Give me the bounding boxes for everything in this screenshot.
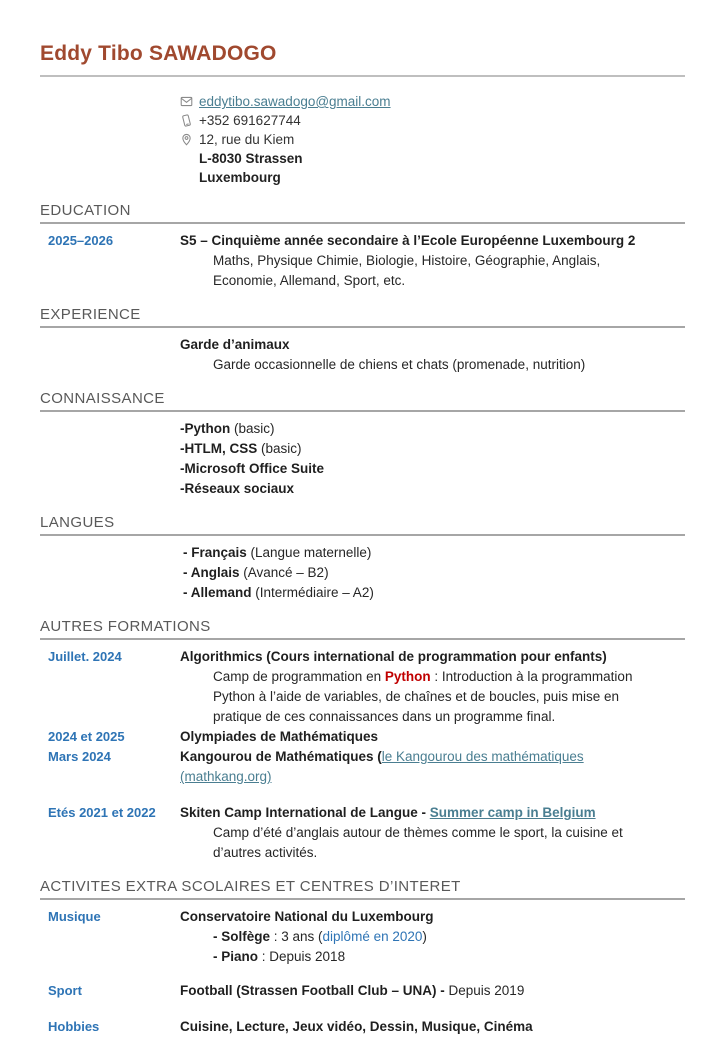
- experience-date: [40, 335, 180, 375]
- experience-job-title: Garde d’animaux: [180, 337, 290, 352]
- contact-address-line1: [180, 130, 685, 149]
- formation-date: Mars 2024: [48, 749, 111, 764]
- language-item: - Français (Langue maternelle): [183, 545, 372, 560]
- section-title-experience: EXPERIENCE: [40, 306, 685, 328]
- langues-list: [40, 543, 685, 603]
- formation-entry-skiten: [40, 803, 685, 863]
- address-street: 12, rue du Kiem: [199, 132, 295, 147]
- diploma-highlight: diplômé en 2020: [322, 929, 423, 944]
- skill-item: -HTLM, CSS (basic): [180, 441, 302, 456]
- section-title-education: EDUCATION: [40, 202, 685, 224]
- formation-heading: Olympiades de Mathématiques: [180, 729, 379, 744]
- skill-item: -Réseaux sociaux: [180, 481, 295, 496]
- experience-body: [180, 335, 685, 375]
- address-country: Luxembourg: [199, 170, 281, 185]
- skill-item: -Microsoft Office Suite: [180, 461, 325, 476]
- education-body: [180, 231, 685, 291]
- phone-number: +352 691627744: [199, 113, 301, 128]
- formation-heading: Algorithmics (Cours international de programmation pour enfants): [180, 649, 607, 664]
- education-subjects: Maths, Physique Chimie, Biologie, Histoire, Géographie, Anglais, Economie, Allemand, Sport, etc.: [213, 253, 601, 288]
- formation-heading: Kangourou de Mathématiques (le Kangourou des mathématiques (mathkang.org): [180, 749, 584, 784]
- activity-detail-piano: - Piano : Depuis 2018: [213, 949, 346, 964]
- language-item: - Anglais (Avancé – B2): [183, 565, 329, 580]
- section-title-formations: AUTRES FORMATIONS: [40, 618, 685, 640]
- formation-entry-algorithmics: [40, 647, 685, 727]
- activity-heading: Football (Strassen Football Club – UNA) - Depuis 2019: [180, 983, 525, 998]
- activity-entry-sport: [40, 981, 685, 1001]
- section-title-activites: ACTIVITES EXTRA SCOLAIRES ET CENTRES D’INTERET: [40, 878, 685, 900]
- formation-entry-olympiades: [40, 727, 685, 747]
- mobile-phone-icon: [180, 114, 193, 127]
- contact-phone-line: [180, 111, 685, 130]
- contact-block: [180, 92, 685, 187]
- activity-label: Sport: [48, 983, 82, 998]
- formation-entry-kangourou: [40, 747, 685, 787]
- kangourou-link[interactable]: le Kangourou des mathématiques (mathkang.org): [180, 749, 584, 784]
- summer-camp-link[interactable]: Summer camp in Belgium: [429, 805, 596, 820]
- page-title: Eddy Tibo SAWADOGO: [40, 42, 685, 77]
- education-date: 2025–2026: [48, 233, 114, 248]
- activity-heading: Conservatoire National du Luxembourg: [180, 909, 434, 924]
- section-education: [40, 202, 685, 291]
- activity-label: Hobbies: [48, 1019, 100, 1034]
- activity-detail-solfege: - Solfège : 3 ans (diplômé en 2020): [213, 929, 427, 944]
- formation-date: Etés 2021 et 2022: [48, 805, 156, 820]
- section-langues: [40, 514, 685, 603]
- activity-entry-hobbies: [40, 1017, 685, 1037]
- activity-entry-musique: [40, 907, 685, 967]
- address-city: L-8030 Strassen: [199, 151, 303, 166]
- experience-detail: Garde occasionnelle de chiens et chats (promenade, nutrition): [213, 357, 586, 372]
- section-experience: [40, 306, 685, 375]
- envelope-icon: [180, 95, 193, 108]
- formation-description: Camp de programmation en Python : Introduction à la programmation Python à l’aide de variables, de chaînes et de boucles, puis mise en pratique de ces connaissances dans un programme final.: [213, 669, 633, 724]
- formation-date: Juillet. 2024: [48, 649, 122, 664]
- language-item: - Allemand (Intermédiaire – A2): [183, 585, 374, 600]
- education-degree: S5 – Cinquième année secondaire à l’Ecole Européenne Luxembourg 2: [180, 233, 636, 248]
- connaissance-list: [40, 419, 685, 499]
- section-activites: [40, 878, 685, 1037]
- formation-description: Camp d’été d’anglais autour de thèmes comme le sport, la cuisine et d’autres activités.: [213, 825, 623, 860]
- python-highlight: Python: [384, 669, 431, 684]
- section-formations: [40, 618, 685, 863]
- activity-heading: Cuisine, Lecture, Jeux vidéo, Dessin, Musique, Cinéma: [180, 1019, 533, 1034]
- email-link[interactable]: eddytibo.sawadogo@gmail.com: [199, 94, 391, 109]
- education-entry: [40, 231, 685, 291]
- section-connaissance: [40, 390, 685, 499]
- formation-heading: Skiten Camp International de Langue - Summer camp in Belgium: [180, 805, 596, 820]
- experience-entry: [40, 335, 685, 375]
- section-title-langues: LANGUES: [40, 514, 685, 536]
- contact-email-line: [180, 92, 685, 111]
- activity-label: Musique: [48, 909, 101, 924]
- section-title-connaissance: CONNAISSANCE: [40, 390, 685, 412]
- formation-date: 2024 et 2025: [48, 729, 125, 744]
- map-pin-icon: [180, 133, 193, 146]
- skill-item: -Python (basic): [180, 421, 275, 436]
